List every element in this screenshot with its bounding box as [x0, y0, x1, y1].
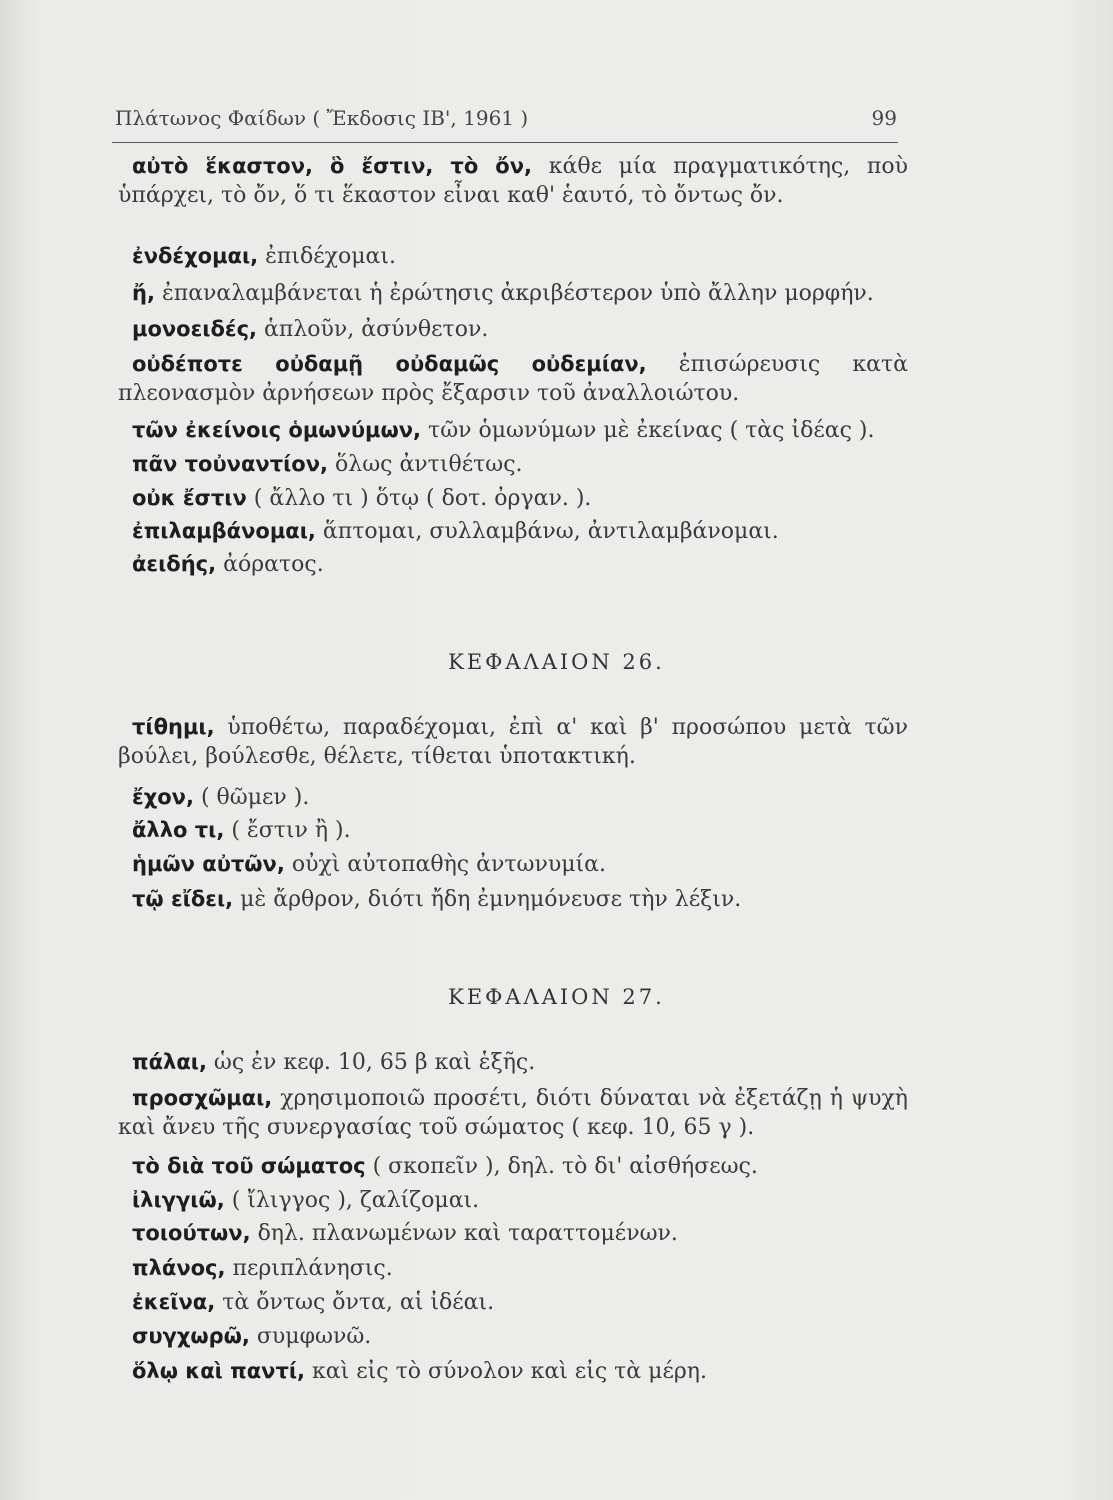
entry-endechomai: [118, 242, 908, 271]
entry-tithemi: [118, 713, 908, 771]
entry-pan-tounantion: [118, 450, 908, 479]
page-number: 99: [871, 106, 897, 130]
entry-definition: περιπλάνησις.: [232, 1256, 393, 1281]
entry-definition: ἁπλοῦν, ἀσύνθετον.: [264, 317, 489, 342]
entry-proschomai: [118, 1084, 908, 1142]
entry-to-eidei: [118, 885, 908, 914]
entry-palai: [118, 1048, 908, 1077]
entry-definition: ἐπιδέχομαι.: [265, 244, 397, 269]
entry-definition: καὶ εἰς τὸ σύνολον καὶ εἰς τὰ μέρη.: [312, 1359, 707, 1384]
entry-definition: ἀόρατος.: [223, 552, 324, 577]
entry-synchoro: [118, 1322, 908, 1351]
entry-definition: ( ἄλλο τι ) ὅτῳ ( δοτ. ὀργαν. ).: [253, 486, 592, 511]
entry-definition: ( θῶμεν ).: [200, 785, 310, 810]
entry-oudepote: [118, 350, 908, 408]
entry-term: ἐνδέχομαι,: [132, 244, 259, 268]
entry-definition: συμφωνῶ.: [256, 1324, 372, 1349]
entry-definition: ἅπτομαι, συλλαμβάνω, ἀντιλαμβάνομαι.: [322, 519, 779, 544]
entry-term: πᾶν τοὐναντίον,: [132, 452, 328, 476]
entry-term: τοιούτων,: [132, 1221, 251, 1245]
running-title: Πλάτωνος Φαίδων ( Ἔκδοσις ΙΒ', 1961 ): [115, 106, 529, 130]
entry-ekeina: [118, 1288, 908, 1317]
entry-definition: οὐχὶ αὐτοπαθὴς ἀντωνυμία.: [291, 852, 606, 877]
entry-definition: ( ἴλιγγος ), ζαλίζομαι.: [231, 1188, 480, 1213]
entry-definition: ὑποθέτω, παραδέχομαι, ἐπὶ α' καὶ β' προσώπου μετὰ τῶν βούλει, βούλεσθε, θέλετε, τίθεται ὑποτακτική.: [118, 715, 908, 769]
entry-term: ἐκεῖνα,: [132, 1290, 216, 1314]
entry-term: οὐδέποτε οὐδαμῇ οὐδαμῶς οὐδεμίαν,: [132, 352, 647, 376]
entry-term: προσχῶμαι,: [132, 1086, 273, 1110]
entry-hemon-auton: [118, 850, 908, 879]
entry-term: οὐκ ἔστιν: [132, 486, 247, 510]
entry-definition: τὰ ὄντως ὄντα, αἱ ἰδέαι.: [222, 1290, 495, 1315]
entry-epilambanomai: [118, 517, 908, 546]
entry-term: ἄλλο τι,: [132, 818, 225, 842]
entry-term: τῷ εἴδει,: [132, 887, 234, 911]
entry-allo-ti: [118, 816, 908, 845]
entry-term: ἰλιγγιῶ,: [132, 1188, 225, 1212]
entry-definition: ( σκοπεῖν ), δηλ. τὸ δι' αἰσθήσεως.: [372, 1154, 758, 1179]
entry-term: ἡμῶν αὐτῶν,: [132, 852, 285, 876]
header-rule: [112, 142, 898, 143]
entry-definition: ὅλως ἀντιθέτως.: [335, 452, 523, 477]
entry-planos: [118, 1254, 908, 1283]
entry-ouk-estin: [118, 484, 908, 513]
entry-monoeides: [118, 315, 908, 344]
chapter-heading-26: ΚΕΦΑΛΑΙΟΝ 26.: [448, 650, 665, 674]
entry-toiouton: [118, 1219, 908, 1248]
entry-to-dia-tou-somatos: [118, 1152, 908, 1181]
entry-definition: τῶν ὁμωνύμων μὲ ἐκείνας ( τὰς ἰδέας ).: [428, 418, 875, 443]
entry-definition: κάθε μία πραγματικότης, ποὺ ὑπάρχει, τὸ ὄν, ὅ τι ἕκαστον εἶναι καθ' ἑαυτό, τὸ ὄντως ὄν.: [118, 154, 908, 208]
entry-auto-ekaston: [118, 152, 908, 210]
entry-aeides: [118, 550, 908, 579]
entry-term: ἀειδής,: [132, 552, 217, 576]
entry-definition: ὡς ἐν κεφ. 10, 65 β καὶ ἑξῆς.: [213, 1050, 536, 1075]
entry-ton-ekeinois: [118, 416, 908, 445]
entry-holo-kai-panti: [118, 1357, 908, 1386]
entry-term: ἐπιλαμβάνομαι,: [132, 519, 316, 543]
entry-definition: δηλ. πλανωμένων καὶ ταραττομένων.: [257, 1221, 678, 1246]
entry-term: ἔχον,: [132, 785, 194, 809]
entry-definition: ( ἔστιν ἢ ).: [231, 818, 351, 843]
entry-e: [118, 279, 908, 308]
entry-term: τῶν ἐκείνοις ὁμωνύμων,: [132, 418, 422, 442]
entry-term: τίθημι,: [132, 715, 215, 739]
entry-definition: ἐπαναλαμβάνεται ἡ ἐρώτησις ἀκριβέστερον ὑπὸ ἄλλην μορφήν.: [161, 281, 874, 306]
entry-definition: χρησιμοποιῶ προσέτι, διότι δύναται νὰ ἐξετάζῃ ἡ ψυχὴ καὶ ἄνευ τῆς συνεργασίας τοῦ σώματος ( κεφ. 10, 65 γ ).: [118, 1086, 908, 1140]
entry-term: ὅλῳ καὶ παντί,: [132, 1359, 306, 1383]
entry-term: μονοειδές,: [132, 317, 258, 341]
entry-definition: ἐπισώρευσις κατὰ πλεονασμὸν ἀρνήσεων πρὸς ἔξαρσιν τοῦ ἀναλλοιώτου.: [118, 352, 908, 406]
entry-definition: μὲ ἄρθρον, διότι ἤδη ἐμνημόνευσε τὴν λέξιν.: [240, 887, 742, 912]
entry-echon: [118, 783, 908, 812]
entry-term: πλάνος,: [132, 1256, 226, 1280]
chapter-heading-27: ΚΕΦΑΛΑΙΟΝ 27.: [448, 985, 665, 1009]
entry-term: αὐτὸ ἕκαστον, ὃ ἔστιν, τὸ ὄν,: [132, 154, 532, 178]
entry-term: συγχωρῶ,: [132, 1324, 250, 1348]
entry-term: ἤ,: [132, 281, 155, 305]
entry-iliggio: [118, 1186, 908, 1215]
running-header: [115, 106, 897, 146]
entry-term: τὸ διὰ τοῦ σώματος: [132, 1154, 366, 1178]
entry-term: πάλαι,: [132, 1050, 207, 1074]
